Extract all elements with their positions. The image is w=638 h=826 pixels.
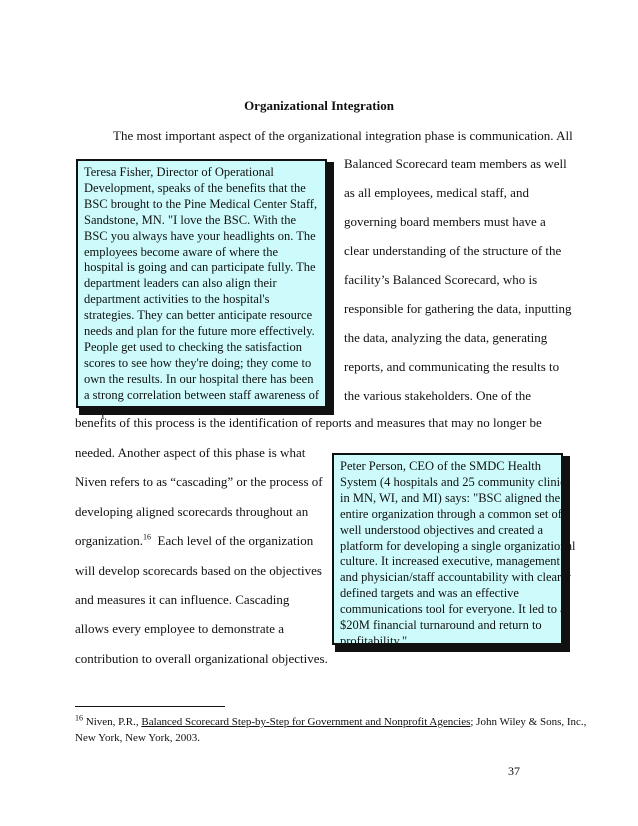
quote-line: entire organization through a common set of	[340, 506, 562, 521]
footnote-line-2: New York, New York, 2003.	[75, 732, 200, 744]
quote-line: hospital direction and staff satisfaction."	[84, 403, 286, 418]
body-line: the data, analyzing the data, generating	[344, 330, 548, 345]
quote-line: defined targets and was an effective	[340, 586, 519, 601]
footnote-divider	[75, 706, 225, 707]
quote-line: scores to see how they're doing; they come to	[84, 355, 312, 370]
quote-line: in MN, WI, and MI) says: "BSC aligned the	[340, 490, 561, 505]
quote-line: communications tool for everyone. It led to a	[340, 602, 566, 617]
quote-line: well understood objectives and created a	[340, 522, 544, 537]
quote-line: needs and plan for the future more effectively.	[84, 324, 315, 339]
quote-box-person	[332, 453, 576, 648]
body-line: contribution to overall organizational objectives.	[75, 651, 328, 666]
body-line: and measures it can influence. Cascading	[75, 592, 290, 607]
body-line: facility’s Balanced Scorecard, who is	[344, 272, 538, 287]
quote-line: System (4 hospitals and 25 community clinics	[340, 474, 571, 489]
body-line: responsible for gathering the data, inputting	[344, 301, 572, 316]
page-number: 37	[508, 764, 520, 778]
quote-line: $20M financial turnaround and return to	[340, 618, 542, 633]
footnote-author: Niven, P.R.,	[83, 716, 142, 728]
body-line: will develop scorecards based on the objectives	[75, 563, 322, 578]
quote-line: platform for developing a single organizational	[340, 538, 576, 553]
quote-line: department leaders can also align their	[84, 276, 277, 291]
quote-line: Sandstone, MN. "I love the BSC. With the	[84, 212, 296, 227]
body-line: needed. Another aspect of this phase is what	[75, 445, 306, 460]
body-line: Balanced Scorecard team members as well	[344, 156, 567, 171]
quote-line: and physician/staff accountability with clearly	[340, 570, 571, 585]
quote-line: BSC you always have your headlights on. The	[84, 228, 316, 243]
body-line: reports, and communicating the results to	[344, 359, 560, 374]
quote-line: profitability."	[340, 633, 408, 648]
body-line: as all employees, medical staff, and	[344, 185, 529, 200]
organization-word: organization.	[75, 533, 143, 548]
footnote	[75, 714, 586, 746]
quote-line: hospital is going and can participate fully. The	[84, 260, 316, 275]
quote-line: BSC brought to the Pine Medical Center Staff,	[84, 196, 318, 211]
body-line: the various stakeholders. One of the	[344, 388, 532, 403]
body-line: allows every employee to demonstrate a	[75, 621, 285, 636]
quote-line: a strong correlation between staff awareness of	[84, 387, 320, 402]
footnote-line-1	[75, 714, 586, 730]
body-line: Niven refers to as “cascading” or the process of	[75, 474, 323, 489]
section-heading: Organizational Integration	[244, 98, 394, 113]
quote-line: strategies. They can better anticipate resource	[84, 308, 313, 323]
body-line: clear understanding of the structure of the	[344, 243, 562, 258]
body-line-with-footnote	[75, 533, 313, 549]
intro-line: The most important aspect of the organizational integration phase is communication. All	[113, 128, 573, 143]
quote-line: Teresa Fisher, Director of Operational	[84, 165, 274, 179]
quote-line: employees become aware of where the	[84, 244, 279, 259]
quote-line: Development, speaks of the benefits that the	[84, 180, 306, 195]
quote-line: People get used to checking the satisfaction	[84, 339, 302, 354]
body-line: governing board members must have a	[344, 214, 546, 229]
quote-line: department activities to the hospital's	[84, 292, 270, 307]
body-line: developing aligned scorecards throughout an	[75, 504, 309, 519]
quote-line: culture. It increased executive, management	[340, 554, 561, 569]
footnote-source-title: Balanced Scorecard Step-by-Step for Government and Nonprofit Agencies	[141, 716, 471, 728]
footnote-number: 16	[75, 713, 83, 723]
body-line-tail: Each level of the organization	[157, 533, 314, 548]
quote-line: Peter Person, CEO of the SMDC Health	[340, 459, 542, 473]
footnote-ref: 16	[143, 532, 151, 542]
footnote-publisher: ; John Wiley & Sons, Inc.,	[470, 716, 587, 728]
quote-box-fisher	[76, 159, 327, 418]
body-line: benefits of this process is the identification of reports and measures that may no longer be	[75, 415, 542, 430]
quote-line: own the results. In our hospital there has been	[84, 371, 314, 386]
